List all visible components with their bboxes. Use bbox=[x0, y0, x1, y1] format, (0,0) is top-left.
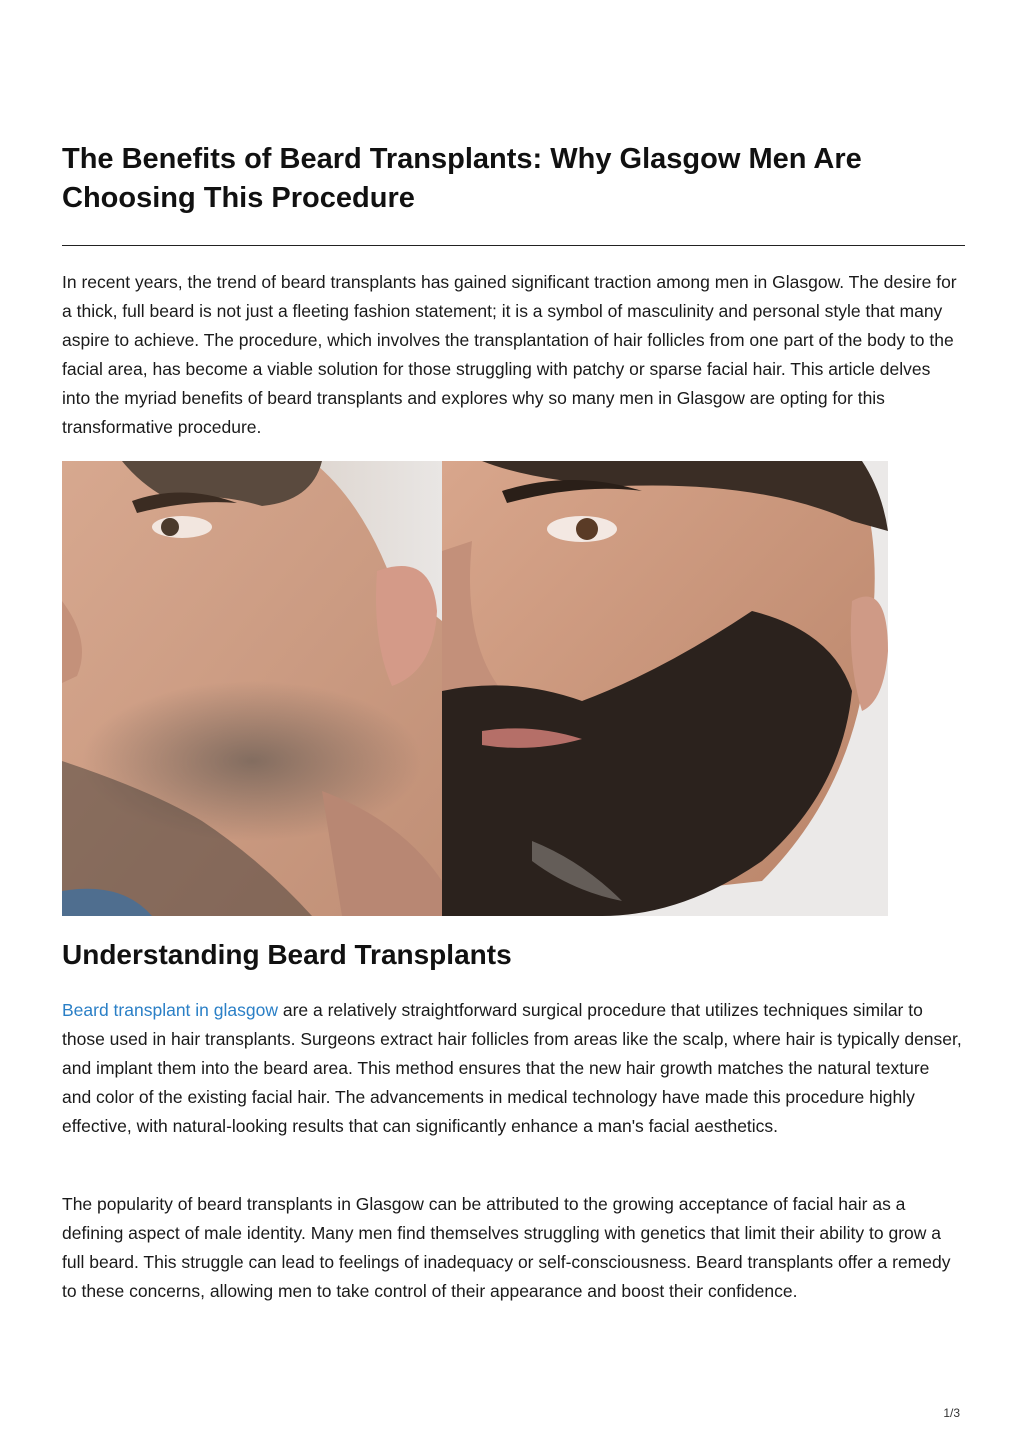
page-title: The Benefits of Beard Transplants: Why Glasgow Men Are Choosing This Procedure bbox=[62, 143, 862, 214]
title-divider bbox=[62, 245, 965, 246]
section-paragraph-2: The popularity of beard transplants in Glasgow can be attributed to the growing acceptance of facial hair as a defining aspect of male identity. Many men find themselves struggling with genetics that limit their ability to grow a full beard. This struggle can lead to feelings of inadequacy or self-consciousness. Beard transplants offer a remedy to these concerns, allowing men to take control of their appearance and boost their confidence. bbox=[62, 1194, 951, 1301]
intro-paragraph: In recent years, the trend of beard transplants has gained significant traction among men in Glasgow. The desire for a thick, full beard is not just a fleeting fashion statement; it is a symbol of masculinity and personal style that many aspire to achieve. The procedure, which involves the transplantation of hair follicles from one part of the body to the facial area, has become a viable solution for those struggling with patchy or sparse facial hair. This article delves into the myriad benefits of beard transplants and explores why so many men in Glasgow are opting for this transformative procedure. bbox=[62, 272, 957, 437]
section-paragraph-1-text: are a relatively straightforward surgical procedure that utilizes techniques similar to those used in hair transplants. Surgeons extract hair follicles from areas like the scalp, where hair is typically denser, and implant them into the beard area. This method ensures that the new hair growth matches the natural texture and color of the existing facial hair. The advancements in medical technology have made this procedure highly effective, with natural-looking results that can significantly enhance a man's facial aesthetics. bbox=[62, 1000, 962, 1136]
section-paragraph-1 bbox=[62, 996, 962, 1141]
before-photo bbox=[62, 461, 442, 916]
before-after-beard-photo bbox=[62, 461, 888, 916]
page-number: 1/3 bbox=[943, 1406, 960, 1420]
after-photo bbox=[442, 461, 888, 916]
beard-transplant-glasgow-link[interactable]: Beard transplant in glasgow bbox=[62, 1000, 278, 1020]
section-heading: Understanding Beard Transplants bbox=[62, 939, 512, 970]
